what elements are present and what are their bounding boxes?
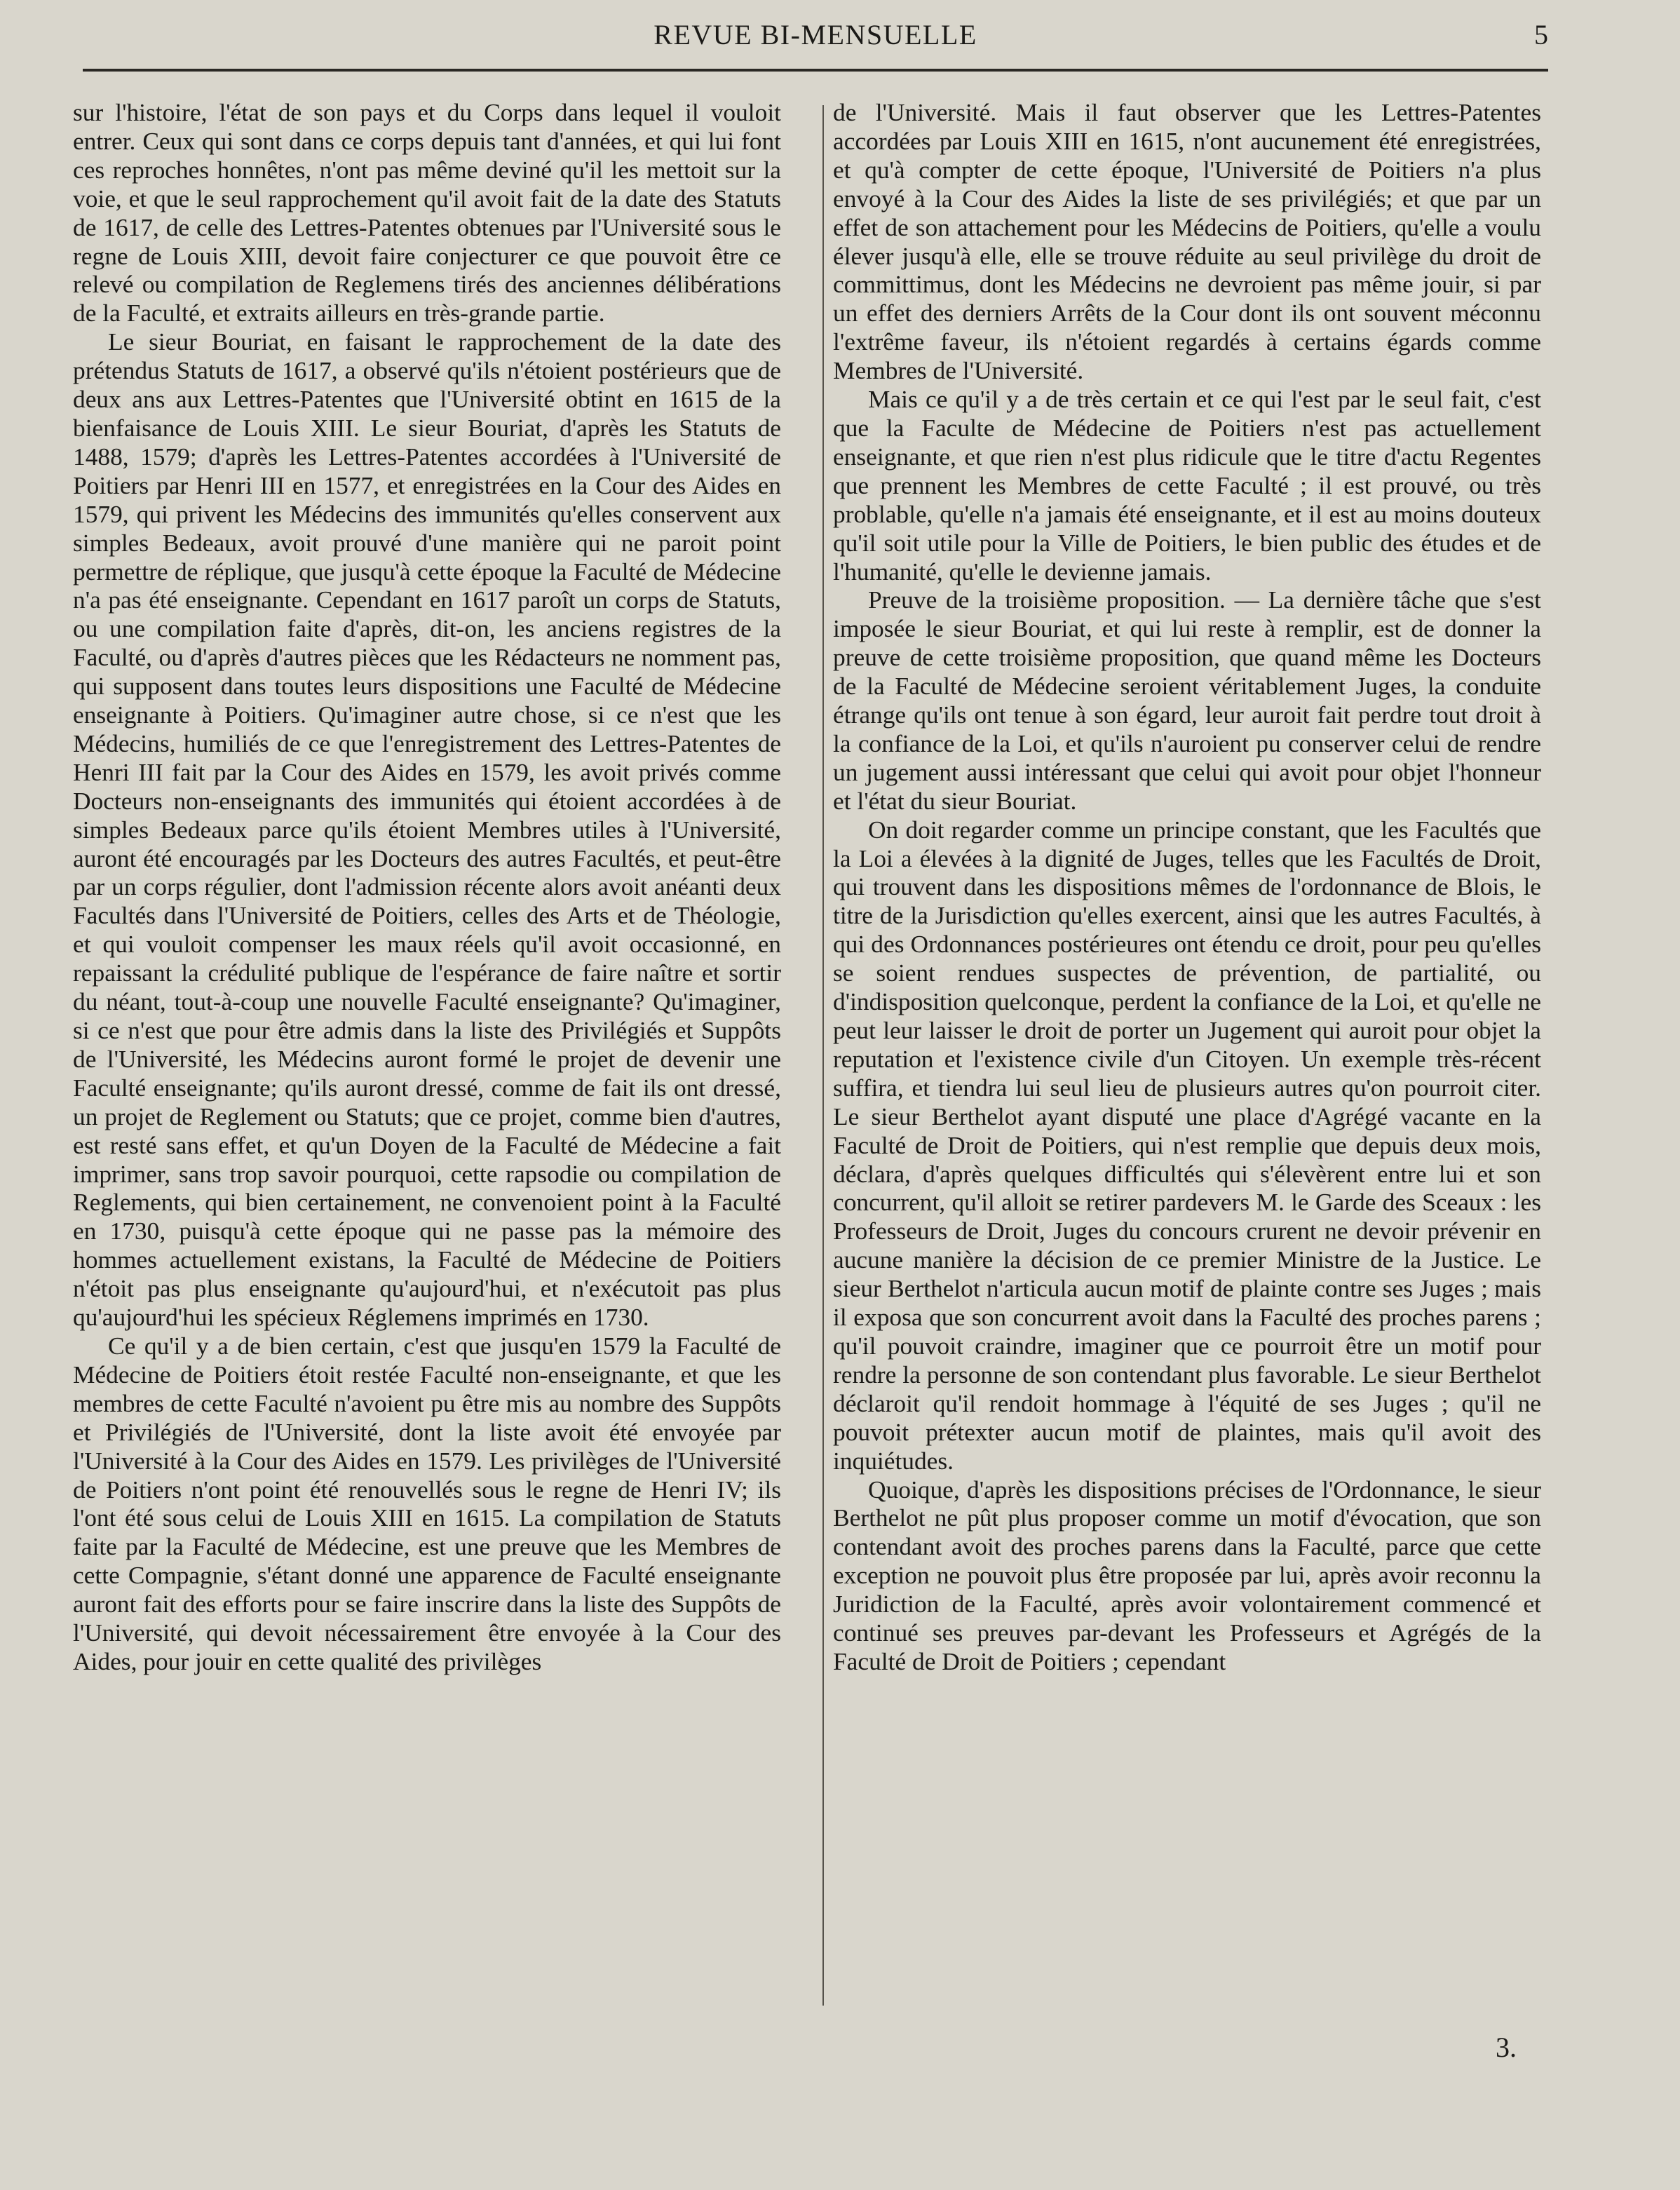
paragraph: Le sieur Bouriat, en faisant le rapprochement de la date des prétendus Statuts de 1617, a observé qu'ils n'étoient postérieurs que de deux ans aux Lettres-Patentes que l'Université obtint en 1615 de la bienfaisance de Louis XIII. Le sieur Bouriat, d'après les Statuts de 1488, 1579; d'après les Lettres-Patentes accordées à l'Université de Poitiers par Henri III en 1577, et enregistrées en la Cour des Aides en 1579, qui privent les Médecins des immunités qu'elles conservent aux simples Bedeaux, avoit prouvé d'une manière qui ne paroit point permettre de réplique, que jusqu'à cette époque la Faculté de Médecine n'a pas été enseignante. Cependant en 1617 paroît un corps de Statuts, ou une compilation faite d'après, dit-on, les anciens registres de la Faculté, ou d'après d'autres pièces que les Rédacteurs ne nomment pas, qui supposent dans toutes leurs dispositions une Faculté de Médecine enseignante à Poitiers. Qu'imaginer autre chose, si ce n'est que les Médecins, humiliés de ce que l'enregistrement des Lettres-Patentes de Henri III fait par la Cour des Aides en 1579, les avoit privés comme Docteurs non-enseignants des immunités qui étoient accordées à de simples Bedeaux parce qu'ils étoient Membres utiles à l'Université, auront été encouragés par les Docteurs des autres Facultés, et peut-être par un corps régulier, dont l'admission récente alors avoit anéanti deux Facultés dans l'Université de Poitiers, celles des Arts et de Théologie, et qui vouloit compenser les maux réels qu'il avoit occasionné, en repaissant la crédulité publique de l'espérance de faire naître et sortir du néant, tout-à-coup une nouvelle Faculté enseignante? Qu'imaginer, si ce n'est que pour être admis dans la liste des Privilégiés et Suppôts de l'Université, les Médecins auront formé le projet de devenir une Faculté enseignante; qu'ils auront dressé, comme de fait ils ont dressé, un projet de Reglement ou Statuts; que ce projet, comme bien d'autres, est resté sans effet, et qu'un Doyen de la Faculté de Médecine a fait imprimer, sans trop savoir pourquoi, cette rapsodie ou compilation de Reglements, qui bien certainement, ne convenoient point à la Faculté en 1730, puisqu'à cette époque qui ne passe pas la mémoire des hommes actuellement existans, la Faculté de Médecine de Poitiers n'étoit pas plus enseignante qu'aujourd'hui, et n'exécutoit pas plus qu'aujourd'hui les spécieux Réglemens imprimés en 1730. <box>73 327 781 1332</box>
header-rule <box>83 69 1548 72</box>
right-column <box>833 98 1541 1676</box>
page-header <box>83 15 1548 58</box>
paragraph: Ce qu'il y a de bien certain, c'est que jusqu'en 1579 la Faculté de Médecine de Poitiers étoit restée Faculté non-enseignante, et que les membres de cette Faculté n'avoient pu être mis au nombre des Suppôts et Privilégiés de l'Université, dont la liste avoit été envoyée par l'Université à la Cour des Aides en 1579. Les privilèges de l'Université de Poitiers n'ont point été renouvellés sous le regne de Henri IV; ils l'ont été sous celui de Louis XIII en 1615. La compilation de Statuts faite par la Faculté de Médecine, est une preuve que les Membres de cette Compagnie, s'étant donné une apparence de Faculté enseignante auront fait des efforts pour se faire inscrire dans la liste des Suppôts de l'Université, qui devoit nécessairement être envoyée à la Cour des Aides, pour jouir en cette qualité des privilèges <box>73 1331 781 1675</box>
paragraph: Quoique, d'après les dispositions précises de l'Ordonnance, le sieur Berthelot ne pût plus proposer comme un motif d'évocation, que son contendant avoit des proches parens dans la Faculté, parce que cette exception ne pouvoit plus être proposée par lui, après avoir reconnu la Juridiction de la Faculté, après avoir volontairement commencé et continué ses preuves par-devant les Professeurs et Agrégés de la Faculté de Droit de Poitiers ; cependant <box>833 1475 1541 1675</box>
running-title: REVUE BI-MENSUELLE <box>653 19 977 50</box>
signature-mark: 3. <box>1496 2032 1517 2063</box>
page-number: 5 <box>1534 19 1548 50</box>
paragraph: sur l'histoire, l'état de son pays et du Corps dans lequel il vouloit entrer. Ceux qui sont dans ce corps depuis tant d'années, et qui lui font ces reproches honnêtes, n'ont pas même deviné qu'il les mettoit sur la voie, et que le seul rapprochement qu'il avoit fait de la date des Statuts de 1617, de celle des Lettres-Patentes obtenues par l'Université sous le regne de Louis XIII, devoit faire conjecturer ce que pouvoit être ce relevé ou compilation de Reglemens tirés des anciennes délibérations de la Faculté, et extraits ailleurs en très-grande partie. <box>73 98 781 327</box>
paragraph: Mais ce qu'il y a de très certain et ce qui l'est par le seul fait, c'est que la Faculte de Médecine de Poitiers n'est pas actuellement enseignante, et que rien n'est plus ridicule que le titre d'actu Regentes que prennent les Membres de cette Faculté ; il est prouvé, ou très problable, qu'elle n'a jamais été enseignante, et il est au moins douteux qu'il soit utile pour la Ville de Poitiers, le bien public des études et de l'humanité, qu'elle le devienne jamais. <box>833 385 1541 586</box>
paragraph: de l'Université. Mais il faut observer que les Lettres-Patentes accordées par Louis XIII en 1615, n'ont aucunement été enregistrées, et qu'à compter de cette époque, l'Université de Poitiers n'a plus envoyé à la Cour des Aides la liste de ses privilégiés; et que par un effet de son attachement pour les Médecins de Poitiers, qu'elle a voulu élever jusqu'à elle, elle se trouve réduite au seul privilège du droit de committimus, dont les Médecins ne devroient pas même jouir, si par un effet des derniers Arrêts de la Cour dont ils ont souvent méconnu l'extrême faveur, ils n'étoient regardés à certains égards comme Membres de l'Université. <box>833 98 1541 385</box>
paragraph: On doit regarder comme un principe constant, que les Facultés que la Loi a élevées à la dignité de Juges, telles que les Facultés de Droit, qui trouvent dans les dispositions mêmes de l'ordonnance de Blois, le titre de la Jurisdiction qu'elles exercent, ainsi que les autres Facultés, à qui des Ordonnances postérieures ont étendu ce droit, pour peu qu'elles se soient rendues suspectes de prévention, de partialité, ou d'indisposition quelconque, perdent la confiance de la Loi, et qu'elle ne peut leur laisser le droit de porter un Jugement qui auroit pour objet la reputation et l'existence civile d'un Citoyen. Un exemple très-récent suffira, et tiendra lui seul lieu de plusieurs autres qu'on pourroit citer. Le sieur Berthelot ayant disputé une place d'Agrégé vacante en la Faculté de Droit de Poitiers, qui n'est remplie que depuis deux mois, déclara, d'après quelques difficultés qui s'élevèrent entre lui et son concurrent, qu'il alloit se retirer pardevers M. le Garde des Sceaux : les Professeurs de Droit, Juges du concours crurent ne devoir prévenir en aucune manière la décision de ce premier Ministre de la Justice. Le sieur Berthelot n'articula aucun motif de plainte contre ses Juges ; mais il exposa que son concurrent avoit dans la Faculté des proches parens ; qu'il pouvoit craindre, imaginer que ce pourroit être un motif pour rendre la personne de son contendant plus favorable. Le sieur Berthelot déclaroit qu'il rendoit hommage à l'équité de ses Juges ; qu'il ne pouvoit prétexter aucun motif de plaintes, mais qu'il avoit des inquiétudes. <box>833 815 1541 1475</box>
column-separator <box>822 105 824 2006</box>
left-column <box>73 98 781 1676</box>
paragraph: Preuve de la troisième proposition. — La dernière tâche que s'est imposée le sieur Bouriat, et qui lui reste à remplir, est de donner la preuve de cette troisième proposition, que quand même les Docteurs de la Faculté de Médecine seroient véritablement Juges, la conduite étrange qu'ils ont tenue à son égard, leur auroit fait perdre tout droit à la confiance de la Loi, et qu'ils n'auroient pu conserver celui de rendre un jugement aussi intéressant que celui qui avoit pour objet l'honneur et l'état du sieur Bouriat. <box>833 586 1541 815</box>
